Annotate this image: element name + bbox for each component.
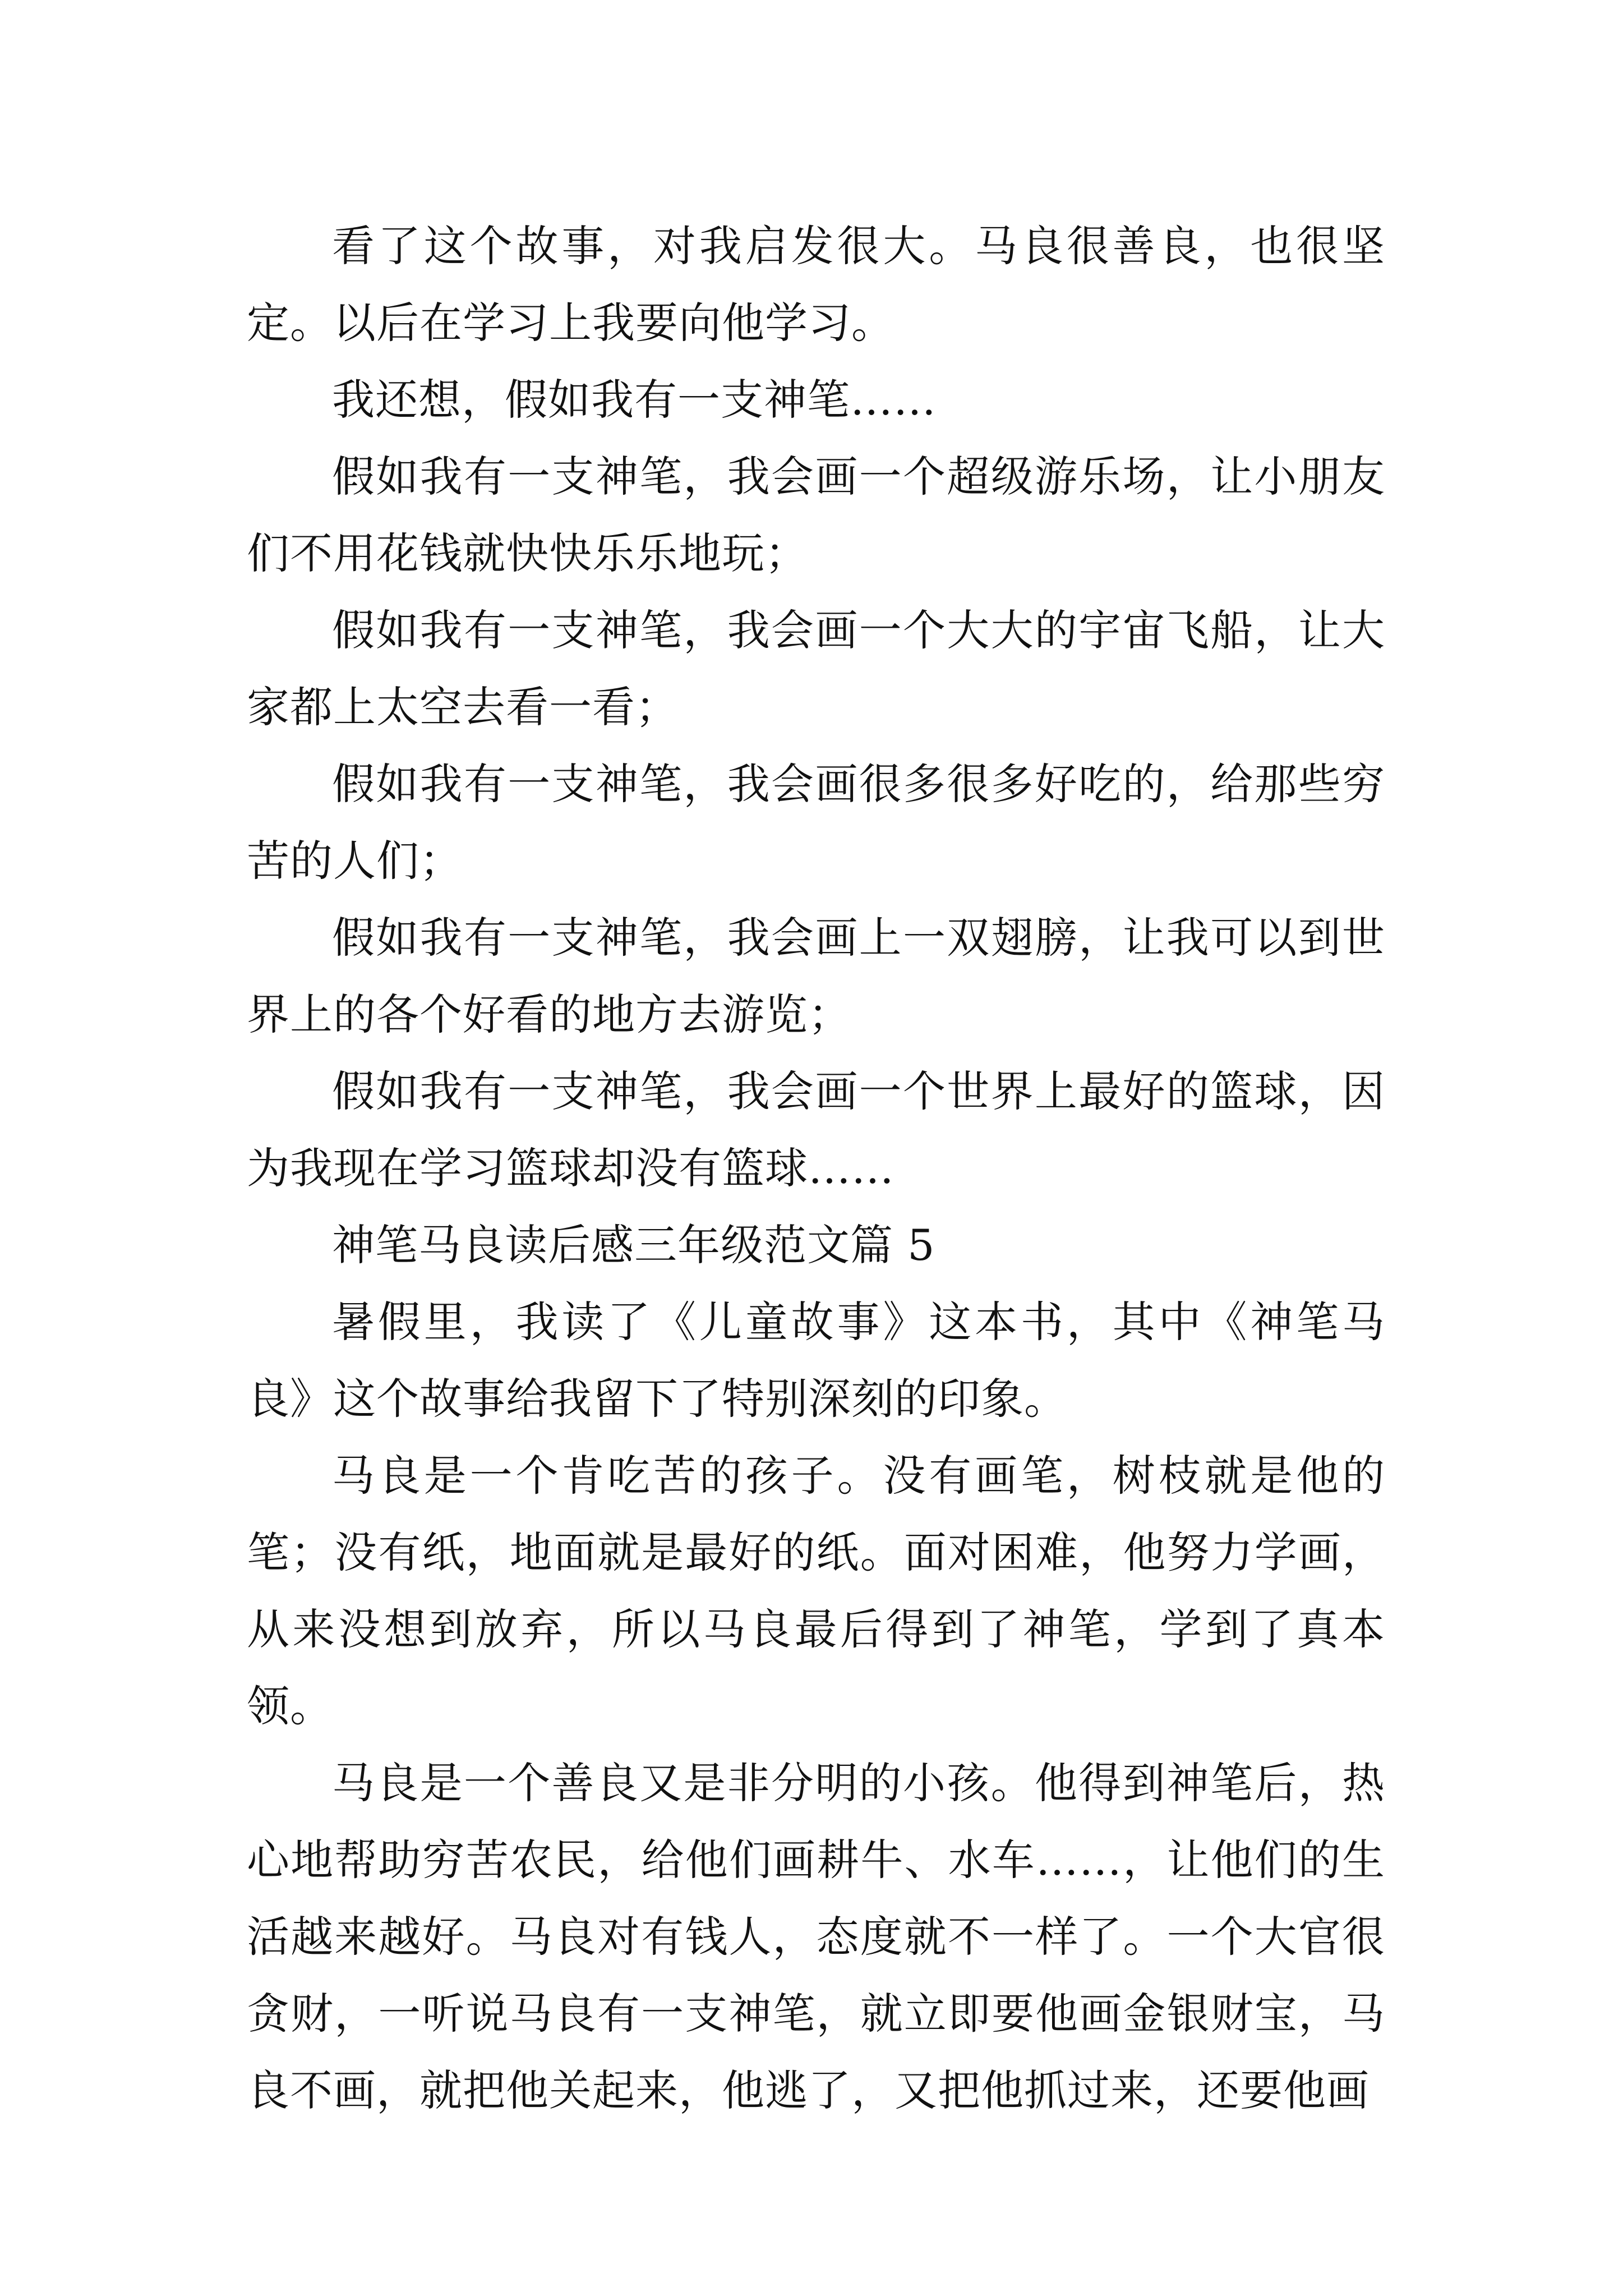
- paragraph: 假如我有一支神笔，我会画上一双翅膀，让我可以到世界上的各个好看的地方去游览；: [247, 913, 1385, 1039]
- paragraph: 假如我有一支神笔，我会画一个大大的宇宙飞船，让大家都上太空去看一看；: [247, 605, 1385, 732]
- paragraph: 假如我有一支神笔，我会画很多很多好吃的，给那些穷苦的人们；: [247, 759, 1385, 886]
- paragraph: 看了这个故事，对我启发很大。马良很善良，也很坚定。以后在学习上我要向他学习。: [247, 221, 1385, 348]
- section-heading: 神笔马良读后感三年级范文篇 5: [332, 1220, 935, 1270]
- paragraph: 假如我有一支神笔，我会画一个世界上最好的篮球，因为我现在学习篮球却没有篮球……: [247, 1066, 1385, 1193]
- paragraph: 我还想，假如我有一支神笔……: [332, 375, 937, 425]
- paragraph: 暑假里，我读了《儿童故事》这本书，其中《神笔马良》这个故事给我留下了特别深刻的印象。: [247, 1297, 1385, 1424]
- paragraph: 假如我有一支神笔，我会画一个超级游乐场，让小朋友们不用花钱就快快乐乐地玩；: [247, 452, 1385, 578]
- paragraph: 马良是一个肯吃苦的孩子。没有画笔，树枝就是他的笔；没有纸，地面就是最好的纸。面对困难，他努力学画，从来没想到放弃，所以马良最后得到了神笔，学到了真本领。: [247, 1451, 1385, 1731]
- paragraph: 马良是一个善良又是非分明的小孩。他得到神笔后，热心地帮助穷苦农民，给他们画耕牛、水车……，让他们的生活越来越好。马良对有钱人，态度就不一样了。一个大官很贪财，一听说马良有一支神笔，就立即要他画金银财宝，马良不画，就把他关起来，他逃了，又把他抓过来，还要他画: [247, 1758, 1385, 2115]
- document-body: [247, 208, 1385, 2129]
